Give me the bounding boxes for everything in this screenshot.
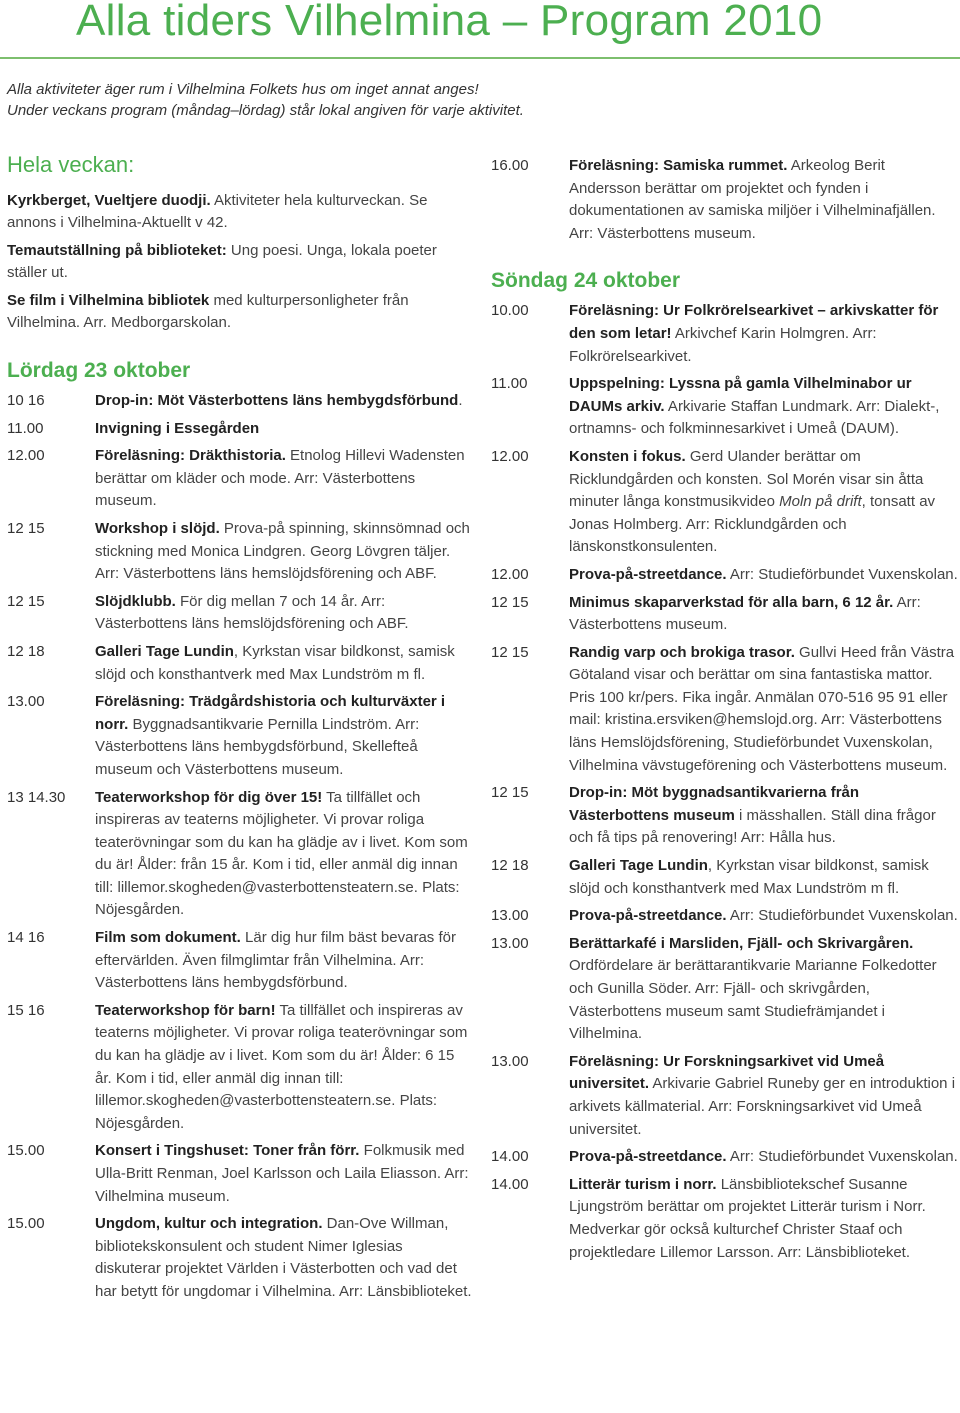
event-title: Galleri Tage Lundin: [95, 642, 234, 660]
event-body: [569, 1174, 959, 1264]
event-body: [569, 1051, 959, 1141]
event-time: 12.00: [491, 565, 529, 583]
event-item: [7, 1213, 472, 1303]
event-item: [491, 905, 959, 928]
event-time: 10 16: [7, 392, 45, 409]
event-item: [7, 445, 472, 513]
event-body: [95, 518, 472, 586]
event-title: Prova-på-streetdance.: [569, 1148, 727, 1166]
event-item: [491, 446, 959, 559]
event-time: 13.00: [7, 693, 45, 711]
event-body: [569, 933, 959, 1046]
event-item: [491, 155, 959, 245]
event-body: [95, 390, 472, 413]
event-item: [491, 642, 959, 778]
event-body: [569, 642, 959, 778]
event-body: [95, 787, 472, 923]
sondag-event-list: [491, 300, 959, 1264]
event-text: , Kyrkstan visar bildkonst, samisk slöjd och konsthantverk med Max Lundström m fl.: [95, 642, 455, 683]
hela-veckan-list: [7, 190, 472, 334]
right-column: [491, 155, 959, 1269]
event-item: [7, 591, 472, 636]
event-text: Länsbibliotekschef Susanne Ljungström berättar om projektet Litterär turism i Norr. Medverkar gör också kulturchef Christer Staaf och projektledare Lillemor Larsson. Arr: Länsbiblioteket.: [569, 1175, 926, 1261]
event-item: [491, 933, 959, 1046]
event-time: 13.00: [491, 934, 529, 952]
event-title: Drop-in: Möt Västerbottens läns hembygdsförbund: [95, 392, 459, 409]
event-title: Prova-på-streetdance.: [569, 565, 727, 583]
event-body: [95, 691, 472, 781]
event-title: Litterär turism i norr.: [569, 1175, 717, 1193]
event-body: [569, 564, 959, 587]
event-title: Föreläsning: Ur Forskningsarkivet vid Umeå universitet.: [569, 1052, 885, 1093]
event-body: [569, 592, 959, 637]
event-title: Slöjdklubb.: [95, 592, 176, 610]
event-text: Gullvi Heed från Västra Götaland visar och berättar om sina fantastiska mattor. Pris 100 kr/pers. Fika ingår. Anmälan 070-516 95 91 eller mail: kristina.ersviken@hemslojd.org. Arr: Västerbottens läns Hemslöjdsförening, Studieförbundet Vuxenskolan, Vilhelmina vävstugeförening och Västerbottens museum.: [569, 643, 955, 774]
event-time: 11.00: [491, 375, 528, 393]
event-time: 14.00: [491, 1148, 529, 1166]
event-text: Gerd Ulander berättar om Ricklundgården och konsten. Sol Morén visar sin åtta minuter långa konstmusikvideo: [569, 447, 924, 511]
event-body: [569, 373, 959, 441]
event-title: Föreläsning: Trädgårdshistoria och kulturväxter i norr.: [95, 693, 446, 733]
event-time: 12 15: [491, 593, 529, 611]
event-time: 15.00: [7, 1215, 45, 1233]
event-text: Arkivchef Karin Holmgren. Arr: Folkrörelsearkivet.: [569, 324, 877, 365]
event-text: Ta tillfället och inspireras av teaterns möjligheter. Vi provar roliga teaterövningar som du kan ha glädje av i livet. Kom som du är! Ålder: 6 15 år. Kom i tid, eller anmäl dig innan till: lillemor.skogheden@vasterbottensteatern.se. Plats: Nöjesgården.: [95, 1001, 468, 1132]
event-text: Arkeolog Berit Andersson berättar om projektet och fynden i dokumentationen av samiska miljöer i Vilhelminafjällen. Arr: Västerbottens museum.: [569, 157, 936, 242]
event-body: [95, 1213, 472, 1303]
event-title: Föreläsning: Dräkthistoria.: [95, 447, 286, 465]
event-title: Teaterworkshop för barn!: [95, 1001, 276, 1019]
event-body: [569, 905, 959, 928]
event-text: Prova-på spinning, skinnsömnad och stickning med Monica Lindgren. Georg Lövgren täljer. Arr: Västerbottens läns hemslöjdsförening och ABF.: [95, 519, 470, 583]
event-time: 14.00: [491, 1175, 529, 1193]
event-text: Arr: Studieförbundet Vuxenskolan.: [726, 1148, 958, 1166]
event-body: [95, 1000, 472, 1136]
event-item: [491, 1146, 959, 1169]
event-item: [7, 787, 472, 923]
event-italic-text: Moln på drift: [779, 493, 862, 511]
event-text: i mässhallen. Ställ dina frågor och få tips på renovering! Arr: Hålla hus.: [569, 806, 936, 847]
event-text: Dan-Ove Willman, bibliotekskonsulent och student Nimer Iglesias diskuterar projektet Världen i Västerbotten och vad det har betytt för ungdomar i Vilhelmina. Arr: Länsbiblioteket.: [95, 1215, 472, 1300]
event-text: Etnolog Hillevi Wadensten berättar om kläder och mode. Arr: Västerbottens museum.: [95, 447, 465, 510]
event-title: Ungdom, kultur och integration.: [95, 1215, 323, 1233]
event-text: Arkivarie Staffan Lundmark. Arr: Dialekt-, ortnamns- och folkminnesarkivet i Umeå (DAUM).: [569, 397, 940, 438]
event-text: Arr: Studieförbundet Vuxenskolan.: [726, 907, 958, 925]
event-text: .: [458, 392, 463, 409]
event-title: Galleri Tage Lundin: [569, 857, 708, 875]
section-heading-hela-veckan: Hela veckan:: [7, 152, 135, 177]
event-time: 15 16: [7, 1001, 45, 1019]
event-body: [95, 418, 472, 441]
hela-item-title: Kyrkberget, Vueltjere duodji.: [7, 192, 211, 209]
event-time: 10.00: [491, 302, 529, 320]
event-item: [7, 518, 472, 586]
hela-item-title: Se film i Vilhelmina bibliotek: [7, 292, 210, 309]
event-time: 12 15: [7, 519, 45, 537]
event-item: [7, 390, 472, 413]
title-divider: [0, 57, 960, 59]
event-body: [569, 782, 959, 850]
event-body: [569, 1146, 959, 1169]
event-title: Teaterworkshop för dig över 15!: [95, 788, 323, 806]
left-column: [7, 152, 472, 1309]
page-title: Alla tiders Vilhelmina – Program 2010: [76, 0, 823, 45]
event-time: 12.00: [491, 447, 529, 465]
event-body: [95, 445, 472, 513]
event-title: Föreläsning: Samiska rummet.: [569, 157, 788, 174]
intro-line: Alla aktiviteter äger rum i Vilhelmina Folkets hus om inget annat anges!: [7, 81, 479, 98]
event-item: [7, 927, 472, 995]
intro-text: [7, 79, 524, 121]
event-item: [7, 418, 472, 441]
event-title: Film som dokument.: [95, 929, 241, 947]
event-time: 11.00: [7, 419, 44, 437]
section-heading-lordag: Lördag 23 oktober: [7, 359, 191, 382]
event-text: Arkivarie Gabriel Runeby ger en introduktion i arkivets källmaterial. Arr: Forskningsarkivet vid Umeå universitet.: [569, 1075, 956, 1138]
event-item: [7, 1000, 472, 1136]
event-time: 12 18: [7, 642, 45, 660]
event-title: Uppspelning: Lyssna på gamla Vilhelminabor ur DAUMs arkiv.: [569, 375, 912, 415]
hela-item-text: med kulturpersonligheter från Vilhelmina. Arr. Medborgarskolan.: [7, 292, 409, 331]
event-text: Arr: Västerbottens museum.: [569, 593, 921, 634]
intro-line: Under veckans program (måndag–lördag) står lokal angiven för varje aktivitet.: [7, 102, 524, 119]
event-body: [569, 155, 959, 245]
event-body: [95, 641, 472, 686]
event-time: 12 18: [491, 857, 529, 875]
event-body: [95, 927, 472, 995]
event-time: 16.00: [491, 157, 529, 174]
event-item: [491, 1051, 959, 1141]
event-item: [491, 592, 959, 637]
event-body: [569, 855, 959, 900]
hela-item: [7, 240, 472, 284]
event-title: Konsten i fokus.: [569, 447, 686, 465]
section-heading-sondag: Söndag 24 oktober: [491, 269, 681, 293]
event-text: , Kyrkstan visar bildkonst, samisk slöjd och konsthantverk med Max Lundström m fl.: [569, 857, 929, 897]
event-time: 12 15: [491, 643, 529, 661]
event-text: Byggnadsantikvarie Pernilla Lindström. Arr: Västerbottens läns hembygdsförbund, Skellefteå museum och Västerbottens museum.: [95, 715, 420, 778]
event-text: För dig mellan 7 och 14 år. Arr: Västerbottens läns hemslöjdsförening och ABF.: [95, 592, 409, 633]
event-time: 15.00: [7, 1142, 45, 1160]
event-title: Berättarkafé i Marsliden, Fjäll- och Skrivargåren.: [569, 934, 914, 952]
lordag-event-list: [7, 390, 472, 1304]
event-body: [95, 1140, 472, 1208]
event-item: [491, 564, 959, 587]
event-time: 13.00: [491, 907, 529, 925]
event-body: [569, 300, 959, 368]
event-item: [491, 373, 959, 441]
event-item: [7, 691, 472, 781]
event-title: Minimus skaparverkstad för alla barn, 6 12 år.: [569, 593, 894, 611]
event-item: [7, 641, 472, 686]
event-title: Workshop i slöjd.: [95, 519, 220, 537]
event-body: [95, 591, 472, 636]
event-time: 13.00: [491, 1052, 529, 1070]
hela-item-text: Aktiviteter hela kulturveckan. Se annons i Vilhelmina-Aktuellt v 42.: [7, 192, 428, 231]
event-title: Föreläsning: Ur Folkrörelsearkivet – arkivskatter för den som letar!: [569, 302, 939, 342]
event-text-continued: , tonsatt av Jonas Holmberg. Arr: Ricklundgården och länskonstkonsulenten.: [569, 493, 936, 556]
event-body: [569, 446, 959, 559]
hela-item: [7, 190, 472, 234]
event-title: Invigning i Essegården: [95, 419, 260, 437]
event-text: Arr: Studieförbundet Vuxenskolan.: [726, 565, 958, 583]
event-title: Drop-in: Möt byggnadsantikvarierna från Västerbottens museum: [569, 784, 860, 824]
event-time: 12 15: [491, 784, 529, 802]
event-text: Ta tillfället och inspireras av teaterns möjligheter. Vi provar roliga teaterövningar som du kan ha glädje av i livet. Kom som du är! Ålder: från 15 år. Kom i tid, eller anmäl dig innan till: lillemor.skogheden@vasterbottensteatern.se. Plats: Nöjesgården.: [95, 788, 468, 919]
hela-item-title: Temautställning på biblioteket:: [7, 242, 227, 259]
event-title: Konsert i Tingshuset: Toner från förr.: [95, 1142, 360, 1160]
event-time: 14 16: [7, 929, 45, 947]
event-text: Ordfördelare är berättarantikvarie Marianne Folkedotter och Gunilla Söder. Arr: Fjäll- och skrivgården, Västerbottens museum samt Studiefrämjandet i Vilhelmina.: [569, 957, 937, 1043]
event-time: 12 15: [7, 592, 45, 610]
event-time: 13 14.30: [7, 788, 66, 806]
hela-item-text: Ung poesi. Unga, lokala poeter ställer ut.: [7, 242, 437, 281]
event-item: [491, 782, 959, 850]
event-text: Lär dig hur film bäst bevaras för eftervärlden. Även filmglimtar från Vilhelmina. Arr: Västerbottens läns hembygdsförbund.: [95, 929, 456, 992]
event-item: [7, 1140, 472, 1208]
event-time: 12.00: [7, 447, 45, 465]
event-title: Randig varp och brokiga trasor.: [569, 643, 795, 661]
event-text: Folkmusik med Ulla-Britt Renman, Joel Karlsson och Laila Eliasson. Arr: Vilhelmina museum.: [95, 1142, 469, 1205]
event-title: Prova-på-streetdance.: [569, 907, 727, 925]
hela-item: [7, 290, 472, 334]
event-item: [491, 300, 959, 368]
event-item: [491, 1174, 959, 1264]
event-item: [491, 855, 959, 900]
